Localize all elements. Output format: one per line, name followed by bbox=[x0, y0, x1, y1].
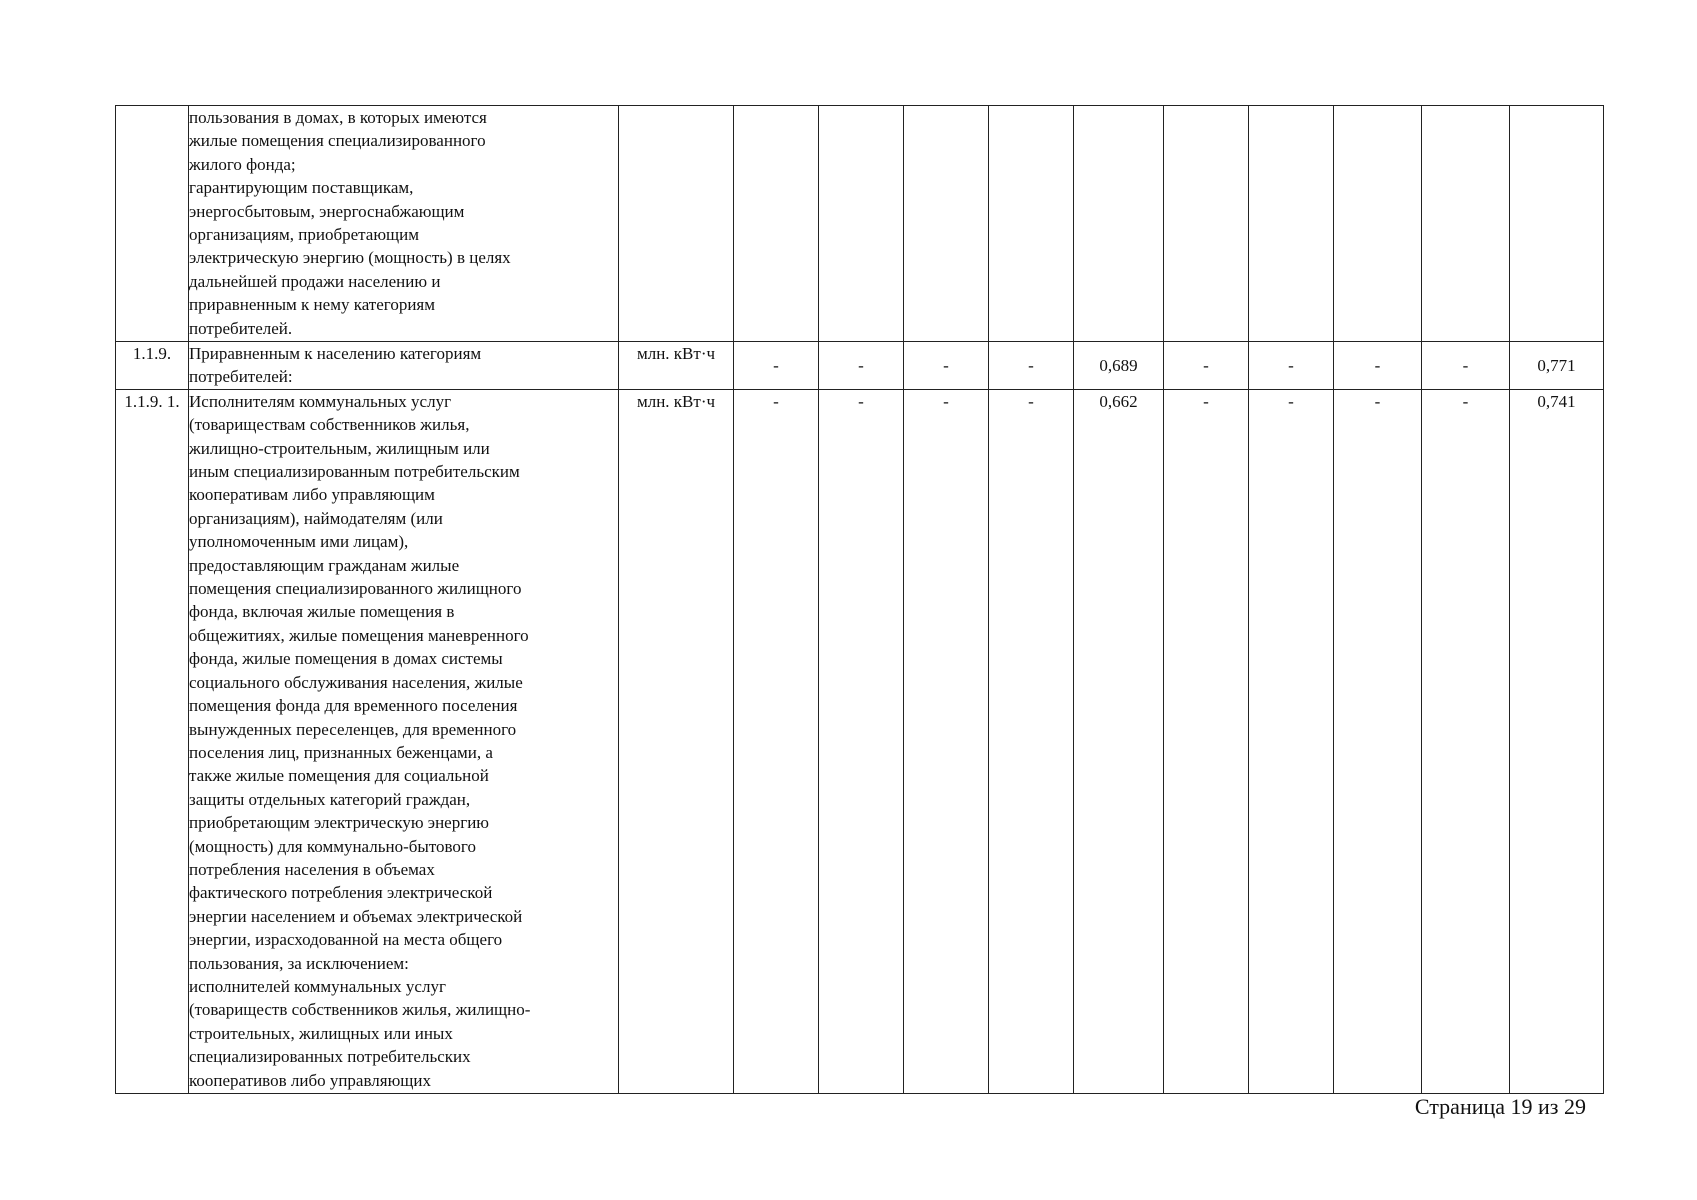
value-cell: 0,689 bbox=[1074, 342, 1164, 390]
description-line: потребителей: bbox=[189, 367, 293, 387]
value-cell bbox=[1074, 106, 1164, 342]
description-line: пользования в домах, в которых имеются bbox=[189, 108, 487, 127]
description-line: вынужденных переселенцев, для временного bbox=[189, 719, 517, 739]
description-line: (мощность) для коммунально-бытового bbox=[189, 836, 476, 856]
description-line: (товариществам собственников жилья, bbox=[189, 415, 470, 435]
value-cell: - bbox=[1249, 389, 1334, 1093]
value-cell: - bbox=[904, 389, 989, 1093]
description-line: также жилые помещения для социальной bbox=[189, 766, 489, 786]
value-cell: - bbox=[1422, 342, 1510, 390]
value-cell: - bbox=[734, 342, 819, 390]
description-line: жилого фонда; bbox=[189, 154, 296, 174]
description-line: жилищно-строительным, жилищным или bbox=[189, 438, 490, 458]
description-line: дальнейшей продажи населению и bbox=[189, 271, 441, 291]
description-line: иным специализированным потребительским bbox=[189, 462, 520, 482]
table-row bbox=[116, 106, 1604, 342]
value-cell: - bbox=[1334, 342, 1422, 390]
value-cell bbox=[1510, 106, 1604, 342]
row-number: 1.1.9. 1. bbox=[116, 389, 189, 1093]
description-line: уполномоченным ими лицам), bbox=[189, 532, 409, 552]
description-line: общежитиях, жилые помещения маневренного bbox=[189, 625, 529, 645]
value-cell: 0,662 bbox=[1074, 389, 1164, 1093]
description-line: энергии, израсходованной на места общего bbox=[189, 930, 503, 950]
value-cell: - bbox=[1334, 389, 1422, 1093]
value-cell bbox=[989, 106, 1074, 342]
value-cell: 0,771 bbox=[1510, 342, 1604, 390]
value-cell: - bbox=[989, 342, 1074, 390]
value-cell: - bbox=[819, 342, 904, 390]
description-line: жилые помещения специализированного bbox=[189, 131, 486, 151]
value-cell: - bbox=[1249, 342, 1334, 390]
row-unit: млн. кВт·ч bbox=[619, 389, 734, 1093]
description-line: потребителей. bbox=[189, 318, 293, 338]
description-line: фактического потребления электрической bbox=[189, 883, 493, 903]
row-unit: млн. кВт·ч bbox=[619, 342, 734, 390]
description-line: (товариществ собственников жилья, жилищно- bbox=[189, 1000, 531, 1020]
value-cell: - bbox=[819, 389, 904, 1093]
value-cell: - bbox=[1164, 342, 1249, 390]
description-line: потребления населения в объемах bbox=[189, 859, 435, 879]
tariff-table bbox=[115, 105, 1604, 1094]
row-number: 1.1.9. bbox=[116, 342, 189, 390]
value-cell: - bbox=[904, 342, 989, 390]
description-line: энергосбытовым, энергоснабжающим bbox=[189, 201, 465, 221]
table-row bbox=[116, 342, 1604, 390]
description-line: фонда, включая жилые помещения в bbox=[189, 602, 455, 622]
value-cell: - bbox=[989, 389, 1074, 1093]
description-line: гарантирующим поставщикам, bbox=[189, 178, 414, 198]
row-description bbox=[189, 389, 619, 1093]
description-line: организациям), наймодателям (или bbox=[189, 508, 443, 528]
description-line: приравненным к нему категориям bbox=[189, 295, 436, 315]
description-line: Приравненным к населению категориям bbox=[189, 344, 482, 363]
value-cell bbox=[1334, 106, 1422, 342]
description-line: защиты отдельных категорий граждан, bbox=[189, 789, 471, 809]
description-line: фонда, жилые помещения в домах системы bbox=[189, 649, 503, 669]
table-row bbox=[116, 389, 1604, 1093]
description-line: исполнителей коммунальных услуг bbox=[189, 976, 446, 996]
description-line: электрическую энергию (мощность) в целях bbox=[189, 248, 511, 268]
description-line: предоставляющим гражданам жилые bbox=[189, 555, 460, 575]
description-line: Исполнителям коммунальных услуг bbox=[189, 391, 452, 411]
row-number bbox=[116, 106, 189, 342]
description-line: строительных, жилищных или иных bbox=[189, 1023, 453, 1043]
description-line: специализированных потребительских bbox=[189, 1047, 471, 1067]
value-cell bbox=[904, 106, 989, 342]
description-line: кооперативам либо управляющим bbox=[189, 485, 435, 505]
description-line: помещения специализированного жилищного bbox=[189, 579, 522, 599]
description-line: помещения фонда для временного поселения bbox=[189, 696, 518, 716]
value-cell: - bbox=[1422, 389, 1510, 1093]
value-cell bbox=[1422, 106, 1510, 342]
description-line: приобретающим электрическую энергию bbox=[189, 813, 489, 833]
value-cell: - bbox=[1164, 389, 1249, 1093]
description-line: кооперативов либо управляющих bbox=[189, 1070, 431, 1090]
value-cell bbox=[819, 106, 904, 342]
description-line: социального обслуживания населения, жилые bbox=[189, 672, 523, 692]
description-line: энергии населением и объемах электрической bbox=[189, 906, 523, 926]
description-line: организациям, приобретающим bbox=[189, 225, 419, 245]
row-unit bbox=[619, 106, 734, 342]
description-line: поселения лиц, признанных беженцами, а bbox=[189, 742, 493, 762]
value-cell bbox=[734, 106, 819, 342]
value-cell: - bbox=[734, 389, 819, 1093]
value-cell bbox=[1164, 106, 1249, 342]
value-cell: 0,741 bbox=[1510, 389, 1604, 1093]
page-number: Страница 19 из 29 bbox=[1414, 1094, 1586, 1119]
value-cell bbox=[1249, 106, 1334, 342]
row-description bbox=[189, 106, 619, 342]
description-line: пользования, за исключением: bbox=[189, 953, 409, 973]
row-description bbox=[189, 342, 619, 390]
